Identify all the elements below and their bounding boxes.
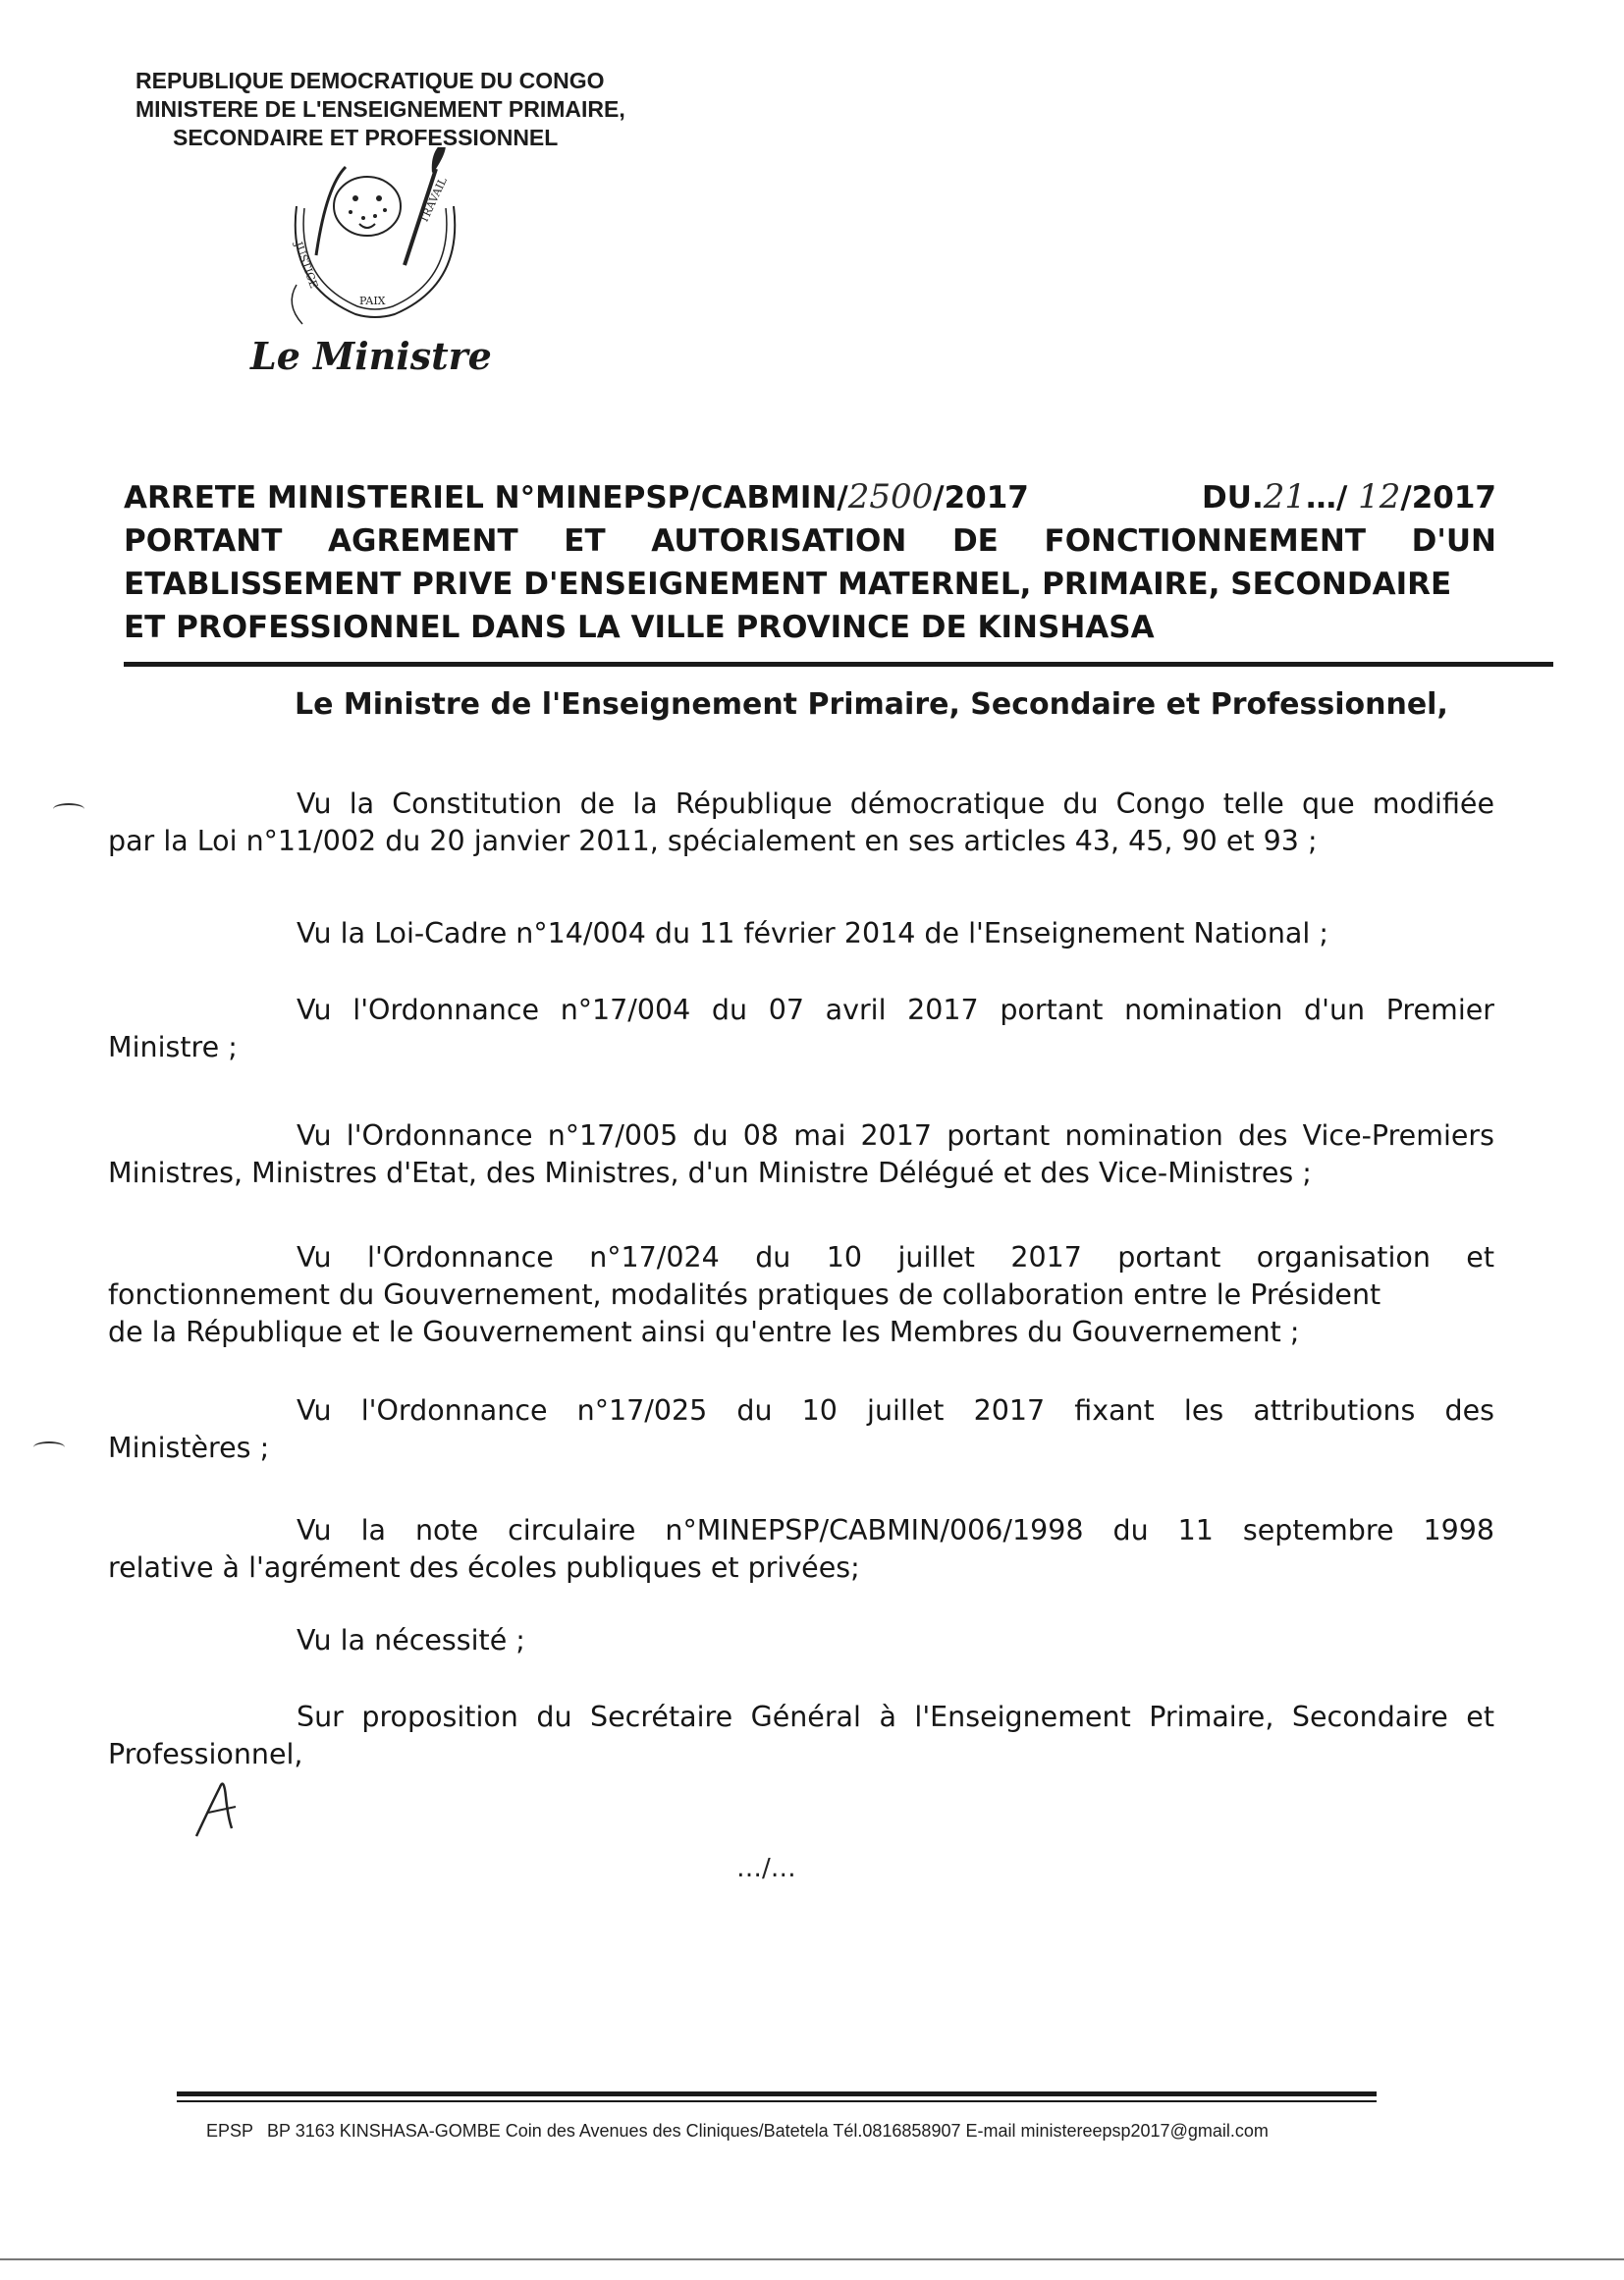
- paragraph-ordonnance-025: Vu l'Ordonnance n°17/025 du 10 juillet 2017 fixant les attributions des Ministères ;: [108, 1394, 1494, 1464]
- paragraph-ordonnance-004: Vu l'Ordonnance n°17/004 du 07 avril 2017 portant nomination d'un Premier Ministre ;: [108, 994, 1494, 1063]
- title-word: D'UN: [1411, 523, 1496, 559]
- title-underline: [124, 662, 1553, 667]
- decree-du: DU.: [1202, 480, 1264, 516]
- lead-statement: Le Ministre de l'Enseignement Primaire, Secondaire et Professionnel,: [295, 687, 1448, 722]
- coat-of-arms-seal: [257, 147, 493, 344]
- paragraph-loi-cadre: Vu la Loi-Cadre n°14/004 du 11 février 2014 de l'Enseignement National ;: [297, 917, 1328, 950]
- paragraph-proposition: Sur proposition du Secrétaire Général à l'Enseignement Primaire, Secondaire et Professionnel,: [108, 1701, 1494, 1770]
- footer-rule: [177, 2091, 1377, 2096]
- paragraph-ordonnance-024: Vu l'Ordonnance n°17/024 du 10 juillet 2017 portant organisation et fonctionnement du Gouvernement, modalités pratiques de collaboration entre le Président de la République et le Gouvernement ainsi qu'entre les Membres du Gouvernement ;: [108, 1241, 1494, 1348]
- continued-marker: …/…: [736, 1854, 796, 1883]
- letterhead-country: REPUBLIQUE DEMOCRATIQUE DU CONGO: [135, 68, 605, 93]
- footer-rule-thin: [177, 2100, 1377, 2102]
- paragraph-necessite: Vu la nécessité ;: [297, 1624, 525, 1656]
- title-line-4: ET PROFESSIONNEL DANS LA VILLE PROVINCE DE KINSHASA: [124, 610, 1155, 645]
- title-word: AUTORISATION: [651, 523, 907, 559]
- decree-ref-prefix: ARRETE MINISTERIEL N°MINEPSP/CABMIN/: [124, 480, 848, 516]
- paragraph-ordonnance-005: Vu l'Ordonnance n°17/005 du 08 mai 2017 portant nomination des Vice-Premiers Ministres, Ministres d'Etat, des Ministres, d'un Ministre Délégué et des Vice-Ministres ;: [108, 1119, 1494, 1189]
- footer-address: [206, 2121, 1282, 2142]
- title-line-3: ETABLISSEMENT PRIVE D'ENSEIGNEMENT MATERNEL, PRIMAIRE, SECONDAIRE: [124, 567, 1452, 602]
- decree-ref-year: /2017: [933, 480, 1029, 516]
- seal-motto-justice: JUSTICE: [292, 240, 321, 291]
- signature-title: Le Ministre: [250, 334, 492, 378]
- paragraph-constitution: Vu la Constitution de la République démocratique du Congo telle que modifiée par la Loi n°11/002 du 20 janvier 2011, spécialement en ses articles 43, 45, 90 et 93 ;: [108, 787, 1494, 857]
- margin-mark: [33, 1441, 65, 1453]
- title-word: AGREMENT: [328, 523, 518, 559]
- title-word: DE: [951, 523, 999, 559]
- page-bottom-edge: [0, 2258, 1624, 2260]
- letterhead: [135, 67, 725, 152]
- title-word: FONCTIONNEMENT: [1044, 523, 1366, 559]
- decree-ref-number: 2500: [847, 477, 934, 516]
- letterhead-ministry: MINISTERE DE L'ENSEIGNEMENT PRIMAIRE,: [135, 96, 625, 122]
- seal-motto-paix: PAIX: [359, 295, 386, 307]
- decree-day: 21: [1263, 477, 1306, 516]
- title-line-1: ARRETE MINISTERIEL N°MINEPSP/CABMIN/2500/2017 DU.21…/ 12/2017: [124, 477, 1496, 516]
- decree-month: 12: [1358, 477, 1401, 516]
- title-word: PORTANT: [124, 523, 283, 559]
- footer-org: EPSP: [206, 2121, 254, 2141]
- decree-title: [124, 475, 1496, 649]
- decree-year: /2017: [1400, 480, 1496, 516]
- title-word: ET: [564, 523, 606, 559]
- seal-motto-travail: TRAVAIL: [416, 175, 450, 226]
- footer-address-text: BP 3163 KINSHASA-GOMBE Coin des Avenues des Cliniques/Batetela Tél.0816858907 E-mail ministereepsp2017@gmail.com: [267, 2121, 1269, 2141]
- paragraph-note-circulaire: Vu la note circulaire n°MINEPSP/CABMIN/006/1998 du 11 septembre 1998 relative à l'agrément des écoles publiques et privées;: [108, 1514, 1494, 1584]
- margin-mark: [53, 803, 84, 815]
- title-line-2: [124, 519, 1496, 563]
- handwritten-initial: [187, 1767, 245, 1846]
- letterhead-ministry-cont: SECONDAIRE ET PROFESSIONNEL: [173, 125, 559, 150]
